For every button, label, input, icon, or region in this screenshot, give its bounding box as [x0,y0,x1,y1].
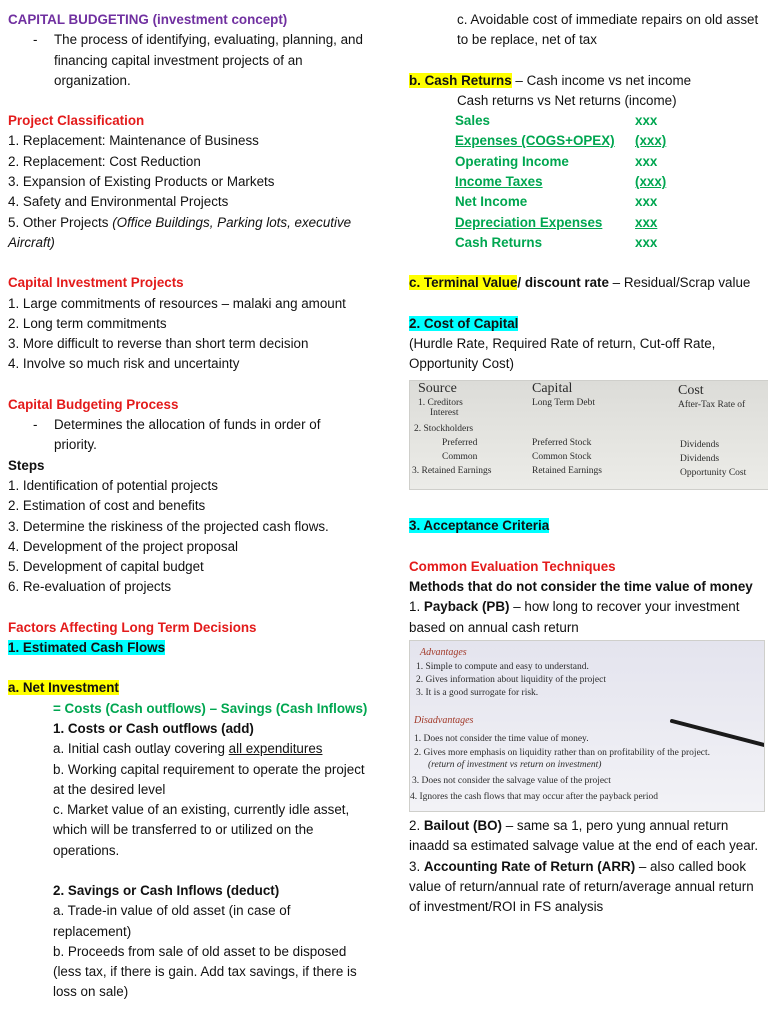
table-common-stock: Common Stock [532,452,592,463]
intro-text: The process of identifying, evaluating, planning, and financing capital investment projects of an organization. [54,32,363,88]
factors-heading: Factors Affecting Long Term Decisions [8,619,257,635]
table-retained: 3. Retained Earnings [412,466,492,477]
statement-value: xxx [635,153,658,169]
payback-number: 1. [409,599,424,615]
costs-heading: 1. Costs or Cash outflows (add) [53,720,254,736]
cip-item: 2. Long term commitments [8,315,167,331]
classification-item: 1. Replacement: Maintenance of Business [8,133,259,149]
statement-value: (xxx) [635,133,667,149]
table-creditors: 1. Creditors [418,398,463,409]
table-after-tax: After-Tax Rate of [678,400,746,411]
cip-item: 1. Large commitments of resources – malaki ang amount [8,295,346,311]
arr-number: 3. [409,858,424,874]
statement-row [409,172,761,192]
cash-returns-sub: Cash returns vs Net returns (income) [457,92,677,108]
cip-item: 3. More difficult to reverse than short term decision [8,336,309,352]
statement-label: Net Income [455,194,528,210]
net-investment-heading: a. Net Investment [8,680,119,696]
document-title: CAPITAL BUDGETING (investment concept) [8,12,288,27]
classification-item: 4. Safety and Environmental Projects [8,194,229,210]
classification-item: 3. Expansion of Existing Products or Markets [8,174,275,190]
process-heading: Capital Budgeting Process [8,396,179,412]
process-item [8,415,366,456]
statement-label: Depreciation Expenses [455,214,603,230]
table-dividends-2: Dividends [680,454,720,465]
table-header-capital: Capital [532,381,573,397]
savings-item-a: a. Trade-in value of old asset (in case of replacement) [53,903,291,939]
savings-item-b: b. Proceeds from sale of old asset to be disposed (less tax, if there is gain. Add tax savings, if there is loss on sale) [53,943,357,1000]
statement-value: xxx [635,214,658,230]
step-item: 2. Estimation of cost and benefits [8,498,206,514]
statement-label: Expenses (COGS+OPEX) [455,133,615,149]
cip-heading: Capital Investment Projects [8,275,184,291]
statement-row [409,192,761,212]
table-common: Common [442,452,478,463]
statement-row [409,152,761,172]
methods-heading: Methods that do not consider the time value of money [409,579,753,595]
bailout-number: 2. [409,817,424,833]
cash-returns-heading: b. Cash Returns [409,72,512,88]
cip-item: 4. Involve so much risk and uncertainty [8,356,240,372]
statement-row [409,233,761,253]
table-header-source: Source [418,381,457,397]
step-item: 5. Development of capital budget [8,559,204,575]
statement-value: xxx [635,194,658,210]
disadvantage-item: 3. Does not consider the salvage value of the project [412,775,611,786]
disadvantage-item: 1. Does not consider the time value of money. [414,733,589,744]
classification-item-5 [8,213,366,254]
disadvantage-item: 2. Gives more emphasis on liquidity rather than on profitability of the project. [414,747,711,758]
statement-label: Income Taxes [455,174,543,190]
table-retained-earnings: Retained Earnings [532,466,602,477]
table-long-term-debt: Long Term Debt [532,398,596,409]
steps-label: Steps [8,457,45,473]
statement-label: Sales [455,113,490,129]
table-preferred: Preferred [442,438,478,449]
cash-returns-desc: – Cash income vs net income [511,72,692,88]
arr-item [409,857,761,918]
statement-label: Cash Returns [455,234,543,250]
statement-value: xxx [635,113,658,129]
intro-item [8,30,366,91]
arr-label: Accounting Rate of Return (ARR) [423,858,636,874]
acceptance-heading: 3. Acceptance Criteria [409,518,550,534]
statement-label: Operating Income [455,153,569,169]
step-item: 1. Identification of potential projects [8,477,218,493]
statement-row [409,131,761,151]
payback-desc: – how long to recover your investment based on annual cash return [409,599,740,635]
classification-item: 2. Replacement: Cost Reduction [8,153,201,169]
costs-item-a-prefix: a. Initial cash outlay covering [53,741,229,757]
table-preferred-stock: Preferred Stock [532,438,592,449]
cash-flows-heading: 1. Estimated Cash Flows [8,640,166,656]
step-item: 4. Development of the project proposal [8,538,239,554]
payback-label: Payback (PB) [423,599,510,615]
avoidable-cost-item: c. Avoidable cost of immediate repairs on old asset to be replace, net of tax [457,12,759,48]
net-investment-formula: = Costs (Cash outflows) – Savings (Cash Inflows) [53,700,368,716]
left-column [8,10,366,1003]
disadvantage-item: 4. Ignores the cash flows that may occur after the payback period [410,791,658,802]
table-dividends-1: Dividends [680,440,720,451]
discount-rate-label: / discount rate [517,275,609,291]
advantages-label: Advantages [420,646,467,658]
terminal-value-desc: – Residual/Scrap value [608,275,751,291]
costs-item-b: b. Working capital requirement to operate the project at the desired level [53,761,365,797]
disadvantage-note: (return of investment vs return on investment) [428,759,602,770]
savings-heading: 2. Savings or Cash Inflows (deduct) [53,882,280,898]
classification-item-5-examples: (Office Buildings, Parking lots, executive Aircraft) [8,214,352,250]
payback-item [409,597,761,638]
cost-of-capital-desc: (Hurdle Rate, Required Rate of return, Cut-off Rate, Opportunity Cost) [409,335,716,372]
table-interest: Interest [430,408,459,419]
pen-shadow-decoration [410,641,764,811]
process-text: Determines the allocation of funds in order of priority. [54,417,321,453]
advantage-item: 3. It is a good surrogate for risk. [416,687,539,698]
cash-returns-line [409,71,761,91]
terminal-value-heading: c. Terminal Value [409,275,518,291]
bailout-desc: – same sa 1, pero yung annual return inaadd sa estimated salvage value at the end of each year. [409,817,759,854]
arr-desc: – also called book value of return/annual rate of return/average annual return of investment/ROI in FS analysis [409,858,754,915]
advantage-item: 2. Gives information about liquidity of the project [416,674,606,685]
process-dash: - [33,417,38,433]
capital-table-photo [409,380,768,490]
intro-dash: - [33,32,38,48]
cost-of-capital-heading: 2. Cost of Capital [409,315,519,331]
disadvantages-label: Disadvantages [414,714,474,726]
costs-item-c: c. Market value of an existing, currently idle asset, which will be transferred to or utilized on the operations. [53,802,350,858]
advantage-item: 1. Simple to compute and easy to understand. [416,661,589,672]
payback-notes-photo [409,640,765,812]
costs-item-a-underline: all expenditures [228,741,323,757]
statement-value: xxx [635,234,658,250]
statement-row [409,111,761,131]
step-item: 3. Determine the riskiness of the projected cash flows. [8,518,329,534]
statement-row [409,213,761,233]
bailout-item [409,816,761,857]
classification-item-5-prefix: 5. Other Projects [8,214,113,230]
table-stockholders: 2. Stockholders [414,424,474,435]
table-opportunity: Opportunity Cost [680,468,747,479]
costs-item-a [8,739,366,759]
terminal-value-line [409,273,761,293]
techniques-heading: Common Evaluation Techniques [409,558,616,574]
right-column [409,10,761,917]
bailout-label: Bailout (BO) [423,817,502,833]
classification-heading: Project Classification [8,113,145,129]
statement-value: (xxx) [635,174,667,190]
table-header-cost: Cost [678,383,704,399]
income-statement [409,111,761,253]
step-item: 6. Re-evaluation of projects [8,579,172,595]
